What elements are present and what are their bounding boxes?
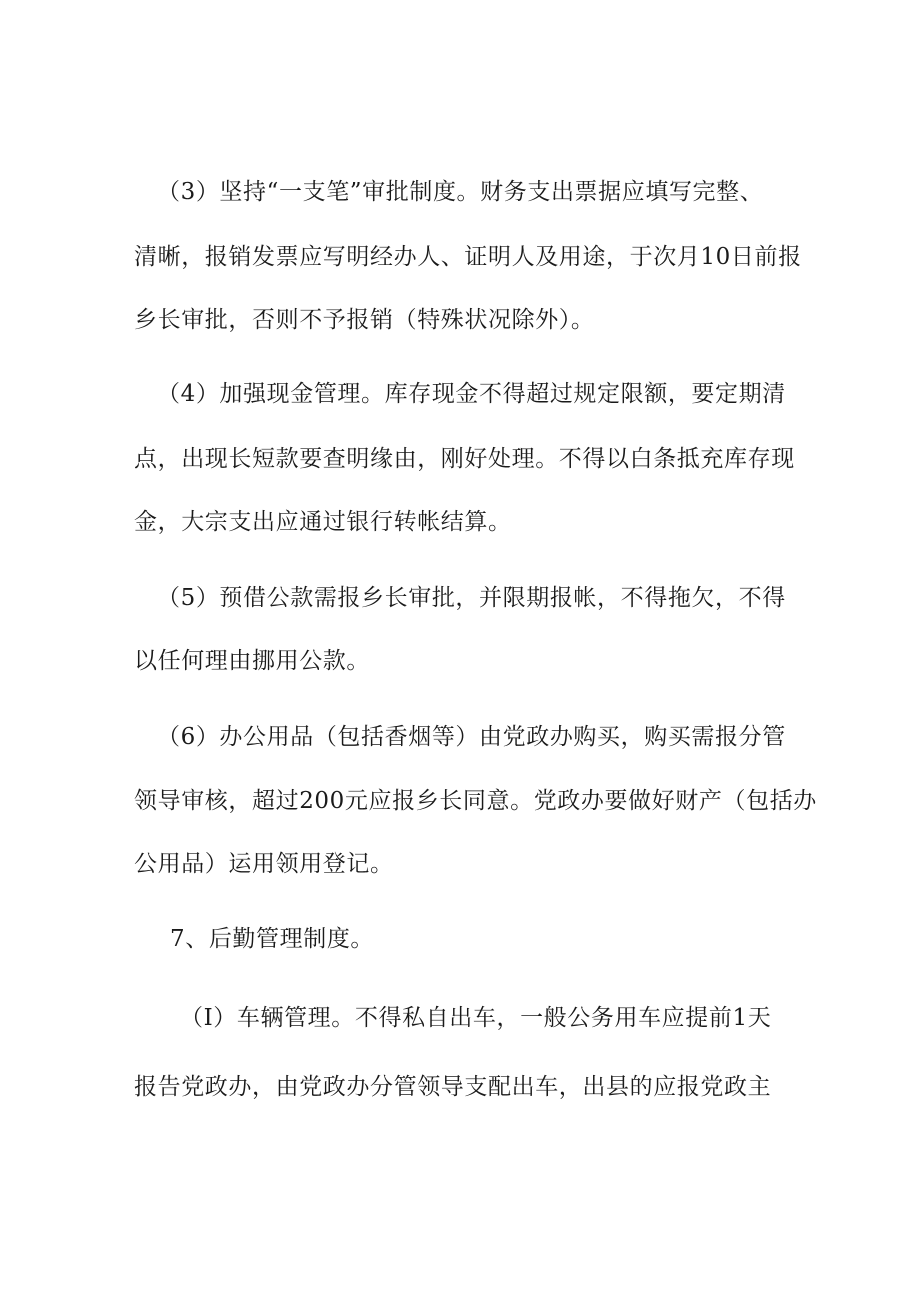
paragraph-6-line-1: （6）办公用品（包括香烟等）由党政办购买，购买需报分管: [157, 724, 786, 750]
section-7-heading: 7、后勤管理制度。: [170, 926, 375, 952]
paragraph-5-line-1: （5）预借公款需报乡长审批，并限期报帐，不得拖欠，不得: [157, 585, 786, 611]
paragraph-4-line-1: （4）加强现金管理。库存现金不得超过规定限额，要定期清: [157, 381, 786, 407]
paragraph-i-line-1: （I）车辆管理。不得私自出车，一般公务用车应提前1天: [180, 1005, 772, 1031]
paragraph-5-line-2: 以任何理由挪用公款。: [134, 648, 370, 674]
paragraph-6-line-2: 领导审核，超过200元应报乡长同意。党政办要做好财产（包括办: [134, 788, 817, 814]
paragraph-3-line-2: 清晰，报销发票应写明经办人、证明人及用途，于次月10日前报: [134, 244, 802, 270]
paragraph-6-line-3: 公用品）运用领用登记。: [134, 851, 394, 877]
paragraph-4-line-2: 点，出现长短款要查明缘由，刚好处理。不得以白条抵充库存现: [134, 446, 795, 472]
paragraph-i-line-2: 报告党政办，由党政办分管领导支配出车，出县的应报党政主: [134, 1074, 772, 1100]
paragraph-3-line-3: 乡长审批，否则不予报销（特殊状况除外）。: [134, 307, 595, 333]
paragraph-4-line-3: 金，大宗支出应通过银行转帐结算。: [134, 509, 512, 535]
paragraph-3-line-1: （3）坚持“一支笔”审批制度。财务支出票据应填写完整、: [157, 179, 764, 205]
